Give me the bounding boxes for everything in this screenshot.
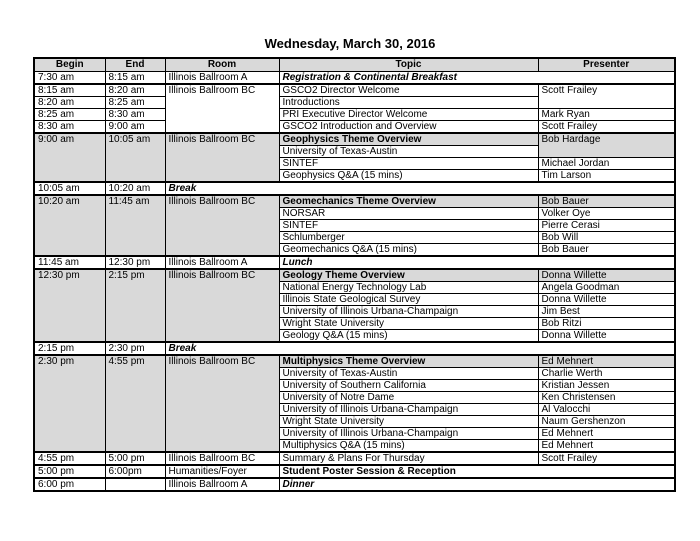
room-cell: Illinois Ballroom A <box>165 72 279 85</box>
end-cell: 2:15 pm <box>105 269 165 342</box>
header-end: End <box>105 58 165 72</box>
begin-cell: 5:00 pm <box>34 465 105 478</box>
begin-cell: 9:00 am <box>34 133 105 182</box>
topic-cell: Illinois State Geological Survey <box>279 294 538 306</box>
topic-cell: Wright State University <box>279 318 538 330</box>
schedule-row <box>34 109 675 121</box>
topic-cell: Introductions <box>279 97 538 109</box>
presenter-cell: Scott Frailey <box>538 121 675 134</box>
schedule-table-head <box>34 58 675 72</box>
topic-cell: GSCO2 Director Welcome <box>279 84 538 97</box>
topic-cell: Multiphysics Theme Overview <box>279 355 538 368</box>
event-cell: Registration & Continental Breakfast <box>279 72 675 85</box>
topic-cell: Geology Q&A (15 mins) <box>279 330 538 343</box>
presenter-cell: Al Valocchi <box>538 404 675 416</box>
end-cell: 2:30 pm <box>105 342 165 355</box>
schedule-row <box>34 195 675 208</box>
topic-cell: SINTEF <box>279 220 538 232</box>
topic-cell: Wright State University <box>279 416 538 428</box>
begin-cell: 8:30 am <box>34 121 105 134</box>
end-cell: 12:30 pm <box>105 256 165 269</box>
begin-cell: 8:15 am <box>34 84 105 97</box>
end-cell: 8:15 am <box>105 72 165 85</box>
schedule-row <box>34 269 675 282</box>
begin-cell: 2:30 pm <box>34 355 105 452</box>
page-title: Wednesday, March 30, 2016 <box>264 36 436 51</box>
end-cell: 10:20 am <box>105 182 165 195</box>
begin-cell: 11:45 am <box>34 256 105 269</box>
topic-cell: GSCO2 Introduction and Overview <box>279 121 538 134</box>
presenter-cell: Ed Mehnert <box>538 355 675 368</box>
presenter-cell: Bob Hardage <box>538 133 675 158</box>
room-cell: Illinois Ballroom BC <box>165 133 279 182</box>
schedule-row <box>34 84 675 97</box>
end-cell: 8:25 am <box>105 97 165 109</box>
schedule-row <box>34 256 675 269</box>
presenter-cell: Kristian Jessen <box>538 380 675 392</box>
schedule-table <box>33 57 676 492</box>
begin-cell: 12:30 pm <box>34 269 105 342</box>
presenter-cell: Donna Willette <box>538 330 675 343</box>
header-row <box>34 58 675 72</box>
topic-cell: University of Notre Dame <box>279 392 538 404</box>
presenter-cell: Bob Bauer <box>538 244 675 257</box>
presenter-cell: Ed Mehnert <box>538 440 675 453</box>
room-cell: Illinois Ballroom BC <box>165 195 279 256</box>
presenter-cell: Bob Bauer <box>538 195 675 208</box>
begin-cell: 8:25 am <box>34 109 105 121</box>
end-cell: 6:00pm <box>105 465 165 478</box>
begin-cell: 6:00 pm <box>34 478 105 491</box>
event-cell: Lunch <box>279 256 675 269</box>
end-cell: 8:20 am <box>105 84 165 97</box>
topic-cell: SINTEF <box>279 158 538 170</box>
schedule-row <box>34 121 675 134</box>
header-begin: Begin <box>34 58 105 72</box>
header-room: Room <box>165 58 279 72</box>
schedule-row <box>34 182 675 195</box>
schedule-row <box>34 465 675 478</box>
begin-cell: 10:20 am <box>34 195 105 256</box>
presenter-cell: Pierre Cerasi <box>538 220 675 232</box>
begin-cell: 4:55 pm <box>34 452 105 465</box>
schedule-row <box>34 133 675 146</box>
begin-cell: 2:15 pm <box>34 342 105 355</box>
room-cell: Illinois Ballroom A <box>165 256 279 269</box>
topic-cell: University of Southern California <box>279 380 538 392</box>
room-cell: Illinois Ballroom BC <box>165 355 279 452</box>
topic-cell: Schlumberger <box>279 232 538 244</box>
topic-cell: Multiphysics Q&A (15 mins) <box>279 440 538 453</box>
topic-cell: University of Illinois Urbana-Champaign <box>279 404 538 416</box>
schedule-row <box>34 342 675 355</box>
presenter-cell: Tim Larson <box>538 170 675 183</box>
schedule-row <box>34 478 675 491</box>
topic-cell: Summary & Plans For Thursday <box>279 452 538 465</box>
schedule-row <box>34 452 675 465</box>
event-cell: Dinner <box>279 478 675 491</box>
presenter-cell: Charlie Werth <box>538 368 675 380</box>
topic-cell: Geomechanics Q&A (15 mins) <box>279 244 538 257</box>
presenter-cell: Ed Mehnert <box>538 428 675 440</box>
header-topic: Topic <box>279 58 538 72</box>
schedule-row <box>34 355 675 368</box>
topic-cell: Geology Theme Overview <box>279 269 538 282</box>
end-cell: 10:05 am <box>105 133 165 182</box>
topic-cell: Geophysics Theme Overview <box>279 133 538 146</box>
topic-cell: University of Texas-Austin <box>279 368 538 380</box>
header-presenter: Presenter <box>538 58 675 72</box>
room-cell: Illinois Ballroom BC <box>165 452 279 465</box>
end-cell: 8:30 am <box>105 109 165 121</box>
presenter-cell: Scott Frailey <box>538 452 675 465</box>
presenter-cell: Donna Willette <box>538 269 675 282</box>
begin-cell: 10:05 am <box>34 182 105 195</box>
presenter-cell: Scott Frailey <box>538 84 675 109</box>
presenter-cell: Mark Ryan <box>538 109 675 121</box>
topic-cell: University of Texas-Austin <box>279 146 538 158</box>
end-cell: 4:55 pm <box>105 355 165 452</box>
presenter-cell: Bob Will <box>538 232 675 244</box>
event-cell: Break <box>165 342 675 355</box>
presenter-cell: Michael Jordan <box>538 158 675 170</box>
end-cell: 11:45 am <box>105 195 165 256</box>
schedule-row <box>34 72 675 85</box>
presenter-cell: Donna Willette <box>538 294 675 306</box>
begin-cell: 7:30 am <box>34 72 105 85</box>
room-cell: Illinois Ballroom A <box>165 478 279 491</box>
topic-cell: National Energy Technology Lab <box>279 282 538 294</box>
event-cell: Break <box>165 182 675 195</box>
end-cell: 5:00 pm <box>105 452 165 465</box>
topic-cell: University of Illinois Urbana-Champaign <box>279 306 538 318</box>
presenter-cell: Bob Ritzi <box>538 318 675 330</box>
end-cell <box>105 478 165 491</box>
presenter-cell: Naum Gershenzon <box>538 416 675 428</box>
topic-cell: University of Illinois Urbana-Champaign <box>279 428 538 440</box>
presenter-cell: Volker Oye <box>538 208 675 220</box>
presenter-cell: Angela Goodman <box>538 282 675 294</box>
topic-cell: Geophysics Q&A (15 mins) <box>279 170 538 183</box>
end-cell: 9:00 am <box>105 121 165 134</box>
topic-cell: PRI Executive Director Welcome <box>279 109 538 121</box>
topic-cell: Geomechanics Theme Overview <box>279 195 538 208</box>
room-cell: Illinois Ballroom BC <box>165 84 279 133</box>
room-cell: Illinois Ballroom BC <box>165 269 279 342</box>
presenter-cell: Jim Best <box>538 306 675 318</box>
schedule-table-body <box>34 72 675 492</box>
presenter-cell: Ken Christensen <box>538 392 675 404</box>
event-cell: Student Poster Session & Reception <box>279 465 675 478</box>
begin-cell: 8:20 am <box>34 97 105 109</box>
topic-cell: NORSAR <box>279 208 538 220</box>
room-cell: Humanities/Foyer <box>165 465 279 478</box>
